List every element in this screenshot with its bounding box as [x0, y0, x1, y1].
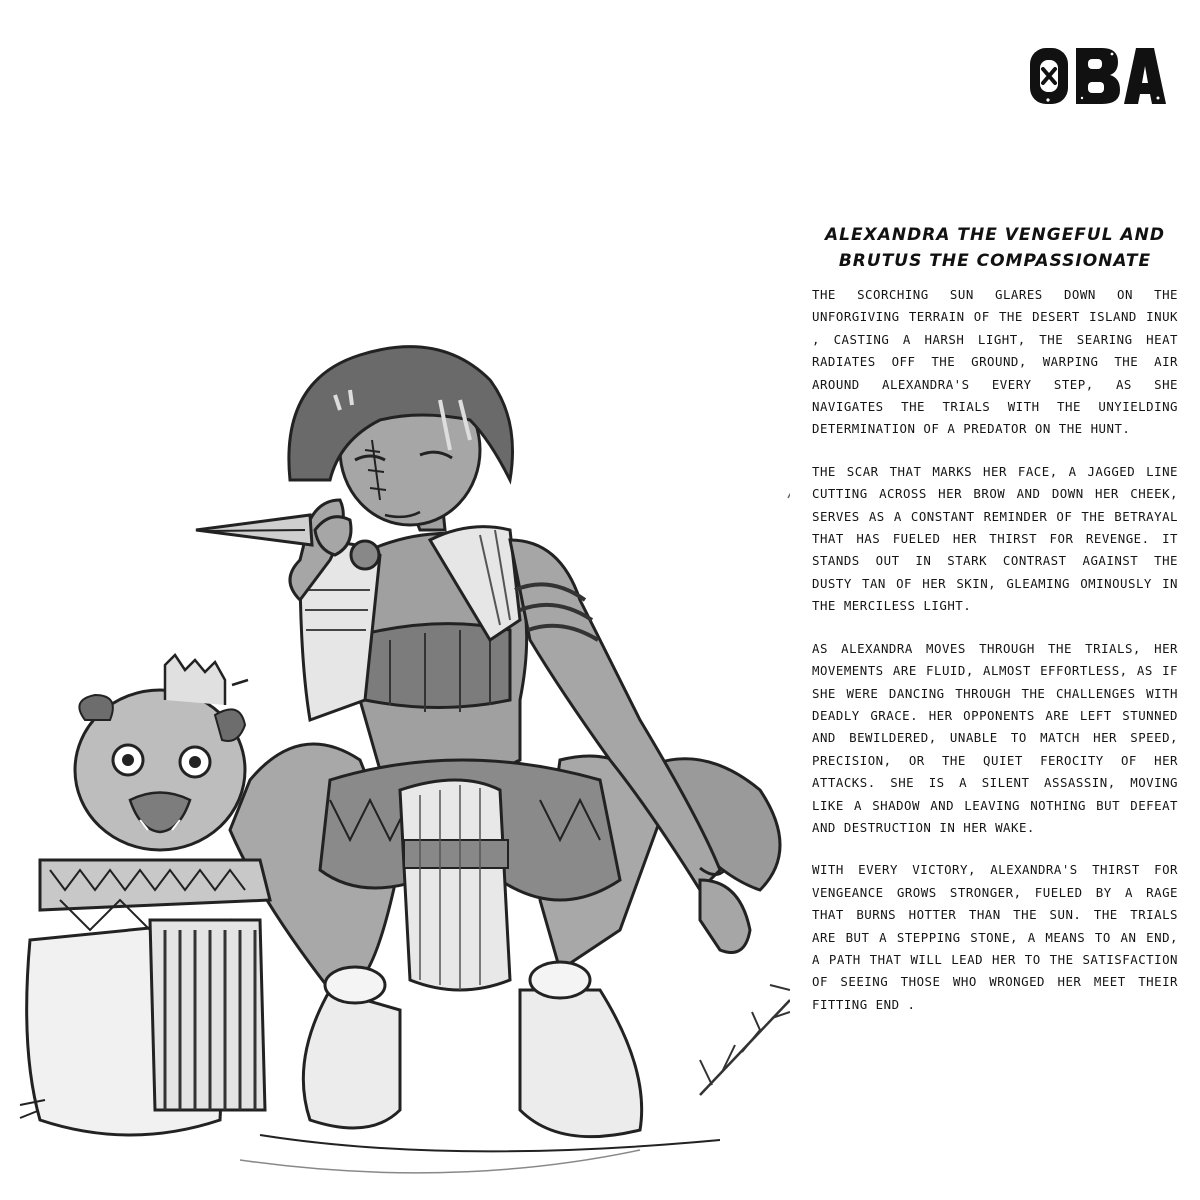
- dagger-pommel: [351, 541, 379, 569]
- story-paragraph-2: THE SCAR THAT MARKS HER FACE, A JAGGED LINE CUTTING ACROSS HER BROW AND DOWN HER CHEEK, SERVES AS A CONSTANT REMINDER OF THE BETRAYAL THAT HAS FUELED HER THIRST FOR REVENGE. IT STANDS OUT IN STARK CONTRAST AGAINST THE DUSTY TAN OF HER SKIN, GLEAMING OMINOUSLY IN THE MERCILESS LIGHT.: [812, 463, 1178, 614]
- title-line-2: BRUTUS THE COMPASSIONATE: [838, 251, 1152, 271]
- striped-sash: [400, 780, 510, 990]
- ground-shadow: [240, 1150, 640, 1173]
- oba-logo: [1028, 40, 1168, 110]
- story-paragraph-1: THE SCORCHING SUN GLARES DOWN ON THE UNFORGIVING TERRAIN OF THE DESERT ISLAND INUK , CASTING A HARSH LIGHT, THE SEARING HEAT RADIATES OFF THE GROUND, WARPING THE AIR AROUND ALEXANDRA'S EVERY STEP, AS SHE NAVIGATES THE TRIALS WITH THE UNYIELDING DETERMINATION OF A PREDATOR ON THE HUNT.: [812, 287, 1178, 437]
- title-line-1: ALEXANDRA THE VENGEFUL AND: [825, 225, 1165, 245]
- story-title: [812, 222, 1178, 274]
- story-paragraph-4: WITH EVERY VICTORY, ALEXANDRA'S THIRST FOR VENGEANCE GROWS STRONGER, FUELED BY A RAGE THAT BURNS HOTTER THAN THE SUN. THE TRIALS ARE BUT A STEPPING STONE, A MEANS TO AN END, A PATH THAT WILL LEAD HER TO THE SATISFACTION OF SEEING THOSE WHO WRONGED HER MEET THEIR FITTING END .: [812, 862, 1178, 1012]
- story-panel: [812, 222, 1178, 1036]
- right-shoe: [520, 990, 642, 1137]
- story-paragraph-3: AS ALEXANDRA MOVES THROUGH THE TRIALS, HER MOVEMENTS ARE FLUID, ALMOST EFFORTLESS, AS IF SHE WERE DANCING THROUGH THE CHALLENGES WITH DEADLY GRACE. HER OPPONENTS ARE LEFT STUNNED AND BEWILDERED, UNABLE TO MATCH HER SPEED, PRECISION, OR THE QUIET FEROCITY OF HER ATTACKS. SHE IS A SILENT ASSASSIN, MOVING LIKE A SHADOW AND LEAVING NOTHING BUT DEFEAT AND DESTRUCTION IN HER WAKE.: [812, 640, 1178, 835]
- left-shoe: [303, 990, 400, 1128]
- right-hand: [700, 880, 750, 953]
- pug-crown: [165, 655, 225, 705]
- pug-robe: [150, 920, 265, 1110]
- pug-collar: [40, 860, 270, 910]
- stray-mark: [788, 485, 790, 498]
